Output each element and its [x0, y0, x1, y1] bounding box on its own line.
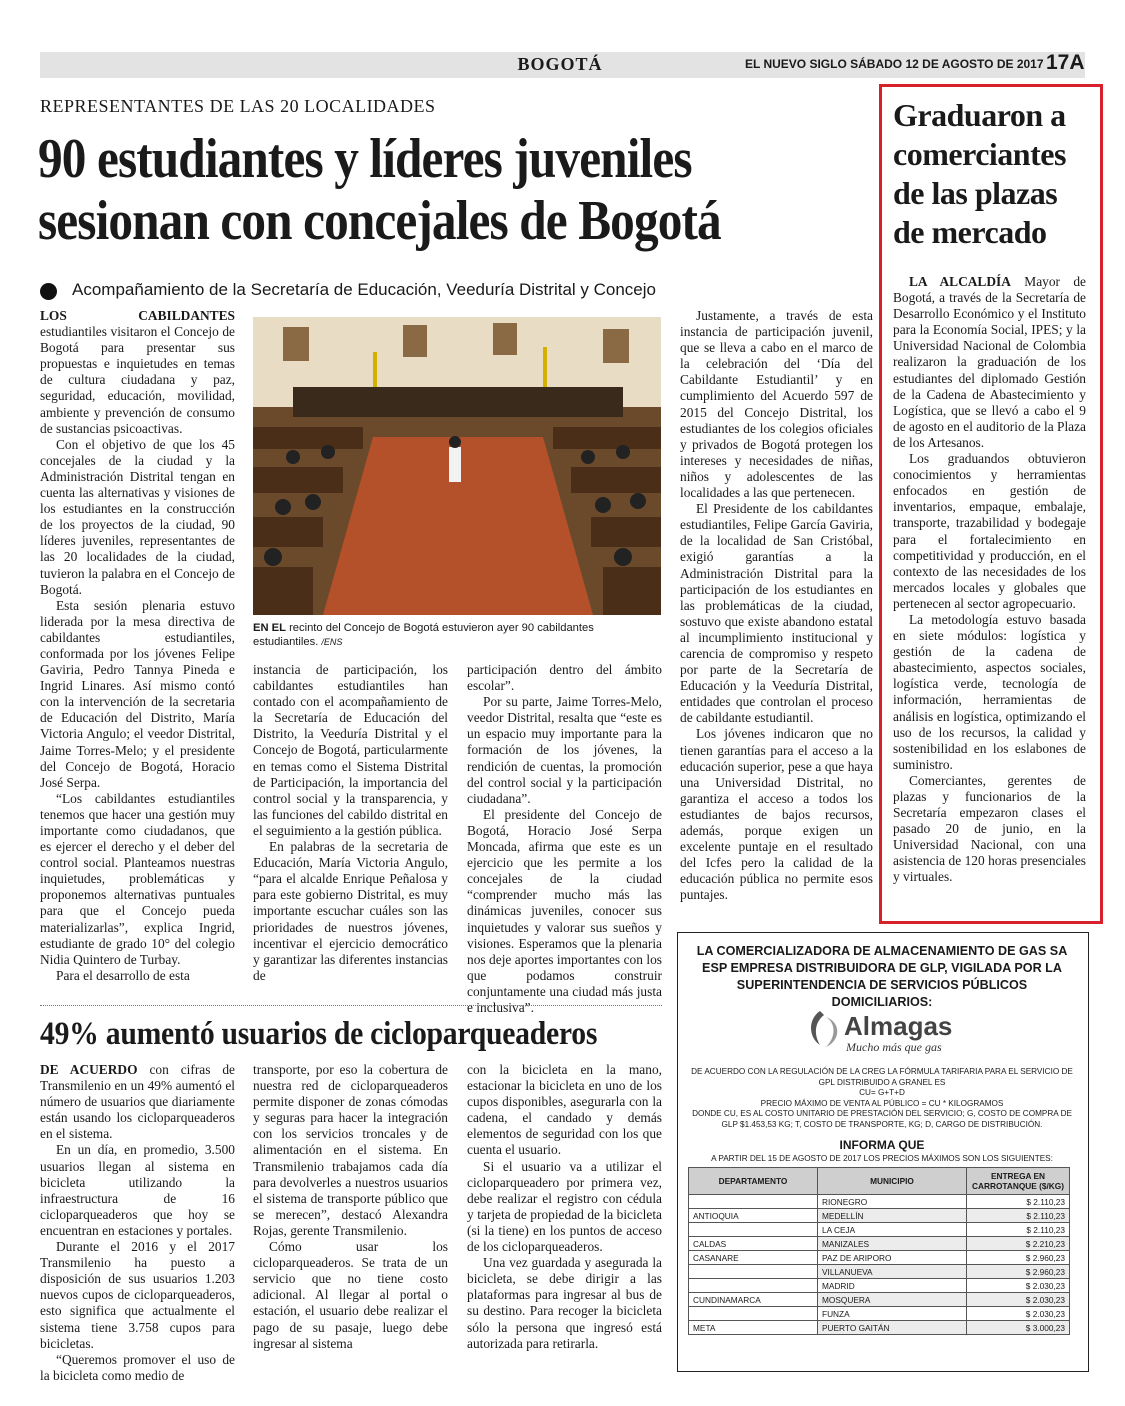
- paragraph: Los graduandos obtuvieron conocimientos y herramientas enfocados en gestión de inventarios, empaque, embalaje, transporte, trazabilidad y bodegaje para el fortalecimiento en competitividad y producción, en el contexto de las necesidades de los mercados locales y globales que pertenecen al sector agropecuario.: [893, 451, 1086, 611]
- price-cell: $ 3.000,23: [967, 1321, 1070, 1335]
- department-cell: [689, 1307, 818, 1321]
- main-column-4: [680, 308, 873, 903]
- column-header: MUNICIPIO: [818, 1168, 967, 1195]
- lead-word: LA ALCALDÍA: [909, 274, 1011, 289]
- price-cell: $ 2.110,23: [967, 1209, 1070, 1223]
- column-header: DEPARTAMENTO: [689, 1168, 818, 1195]
- paragraph: El Presidente de los cabildantes estudiantiles, Felipe García Gaviria, de la localidad de San Cristóbal, exigió garantías a la Administración Distrital para la participación de los estudiantes en las problemáticas de la ciudad, sostuvo que existe abandono estatal al incumplimiento institucional y carencia de compromiso y respeto por parte de la Secretaría de Educación y la Veeduría Distrital, entidades que controlan el proceso de cabildante estudiantil.: [680, 501, 873, 726]
- paragraph: Esta sesión plenaria estuvo liderada por la mesa directiva de cabildantes estudiantiles, conformada por los jóvenes Felipe Gaviria, Pedro Tannya Pineda e Ingrid Linares. Así mismo contó con la intervención de la secretaria de Educación del Distrito, María Victoria Angulo; el veedor Distrital, Jaime Torres-Melo; y el presidente del Concejo de Bogotá, Horacio José Serpa.: [40, 597, 235, 790]
- municipality-cell: MEDELLÍN: [818, 1209, 967, 1223]
- headline-line-1: 90 estudiantes y líderes juveniles: [38, 128, 692, 190]
- paragraph: “Los cabildantes estudiantiles tenemos que hacer una gestión muy importante como ciudadanos, que es ejercer el derecho y el deber del control social. Planteamos nuestras inquietudes, problemáticas y proponemos alternativas puntuales para que el Concejo pueda materializarlas”, explica Ingrid, estudiante de grado 10° del colegio Nidia Quintero de Turbay.: [40, 790, 235, 967]
- ad-informa: INFORMA QUE: [839, 1138, 925, 1152]
- caption-lead: EN EL: [253, 622, 286, 634]
- paragraph: Una vez guardada y asegurada la bicicleta, se debe dirigir a las plataformas para ingresar al bus de su destino. Para recoger la bicicleta sólo la persona que ingresó está autorizada para retirarla.: [467, 1255, 662, 1351]
- paragraph: instancia de participación, los cabildantes estudiantiles han contado con el acompañamiento de la Secretaría de Educación del Distrito, la Veeduría Distrital y el Concejo de Bogotá, particularmente en temas como el Sistema Distrital de Participación, la importancia del control social y la transparencia, y las funciones del cabildo distrital en el seguimiento a la gestión pública.: [253, 662, 448, 838]
- lead-word: LOS CABILDANTES: [40, 308, 235, 323]
- paragraph: “Queremos promover el uso de la bicicleta como medio de: [40, 1351, 235, 1383]
- department-cell: ANTIOQUIA: [689, 1209, 818, 1223]
- department-cell: CASANARE: [689, 1251, 818, 1265]
- paragraph: En un día, en promedio, 3.500 usuarios llegan al sistema en bicicleta utilizando la infraestructura de 16 cicloparqueaderos que hoy se encuentran en estaciones y portales.: [40, 1142, 235, 1238]
- price-cell: $ 2.210,23: [967, 1237, 1070, 1251]
- price-cell: $ 2.110,23: [967, 1223, 1070, 1237]
- paragraph: Durante el 2016 y el 2017 Transmilenio ha puesto a disposición de sus usuarios 1.203 nuevos cupos de cicloparqueaderos, esto significa que actualmente el sistema tiene 3.758 cupos para bicicletas.: [40, 1239, 235, 1351]
- price-cell: $ 2.030,23: [967, 1279, 1070, 1293]
- paper-date: EL NUEVO SIGLO SÁBADO 12 DE AGOSTO DE 2017: [745, 57, 1044, 71]
- kicker: REPRESENTANTES DE LAS 20 LOCALIDADES: [40, 96, 436, 116]
- paragraph: En palabras de la secretaria de Educación, María Victoria Angulo, “para el alcalde Enrique Peñalosa y para este gobierno Distrital, es muy importante escuchar cuáles son las prioridades de nuestros jóvenes, incentivar el ejercicio democrático y garantizar las diferentes instancias de: [253, 839, 448, 983]
- table-row: [689, 1307, 1070, 1321]
- main-column-1: [40, 308, 235, 984]
- municipality-cell: MANIZALES: [818, 1237, 967, 1251]
- cycle-column-2: [253, 1062, 448, 1352]
- paragraph: Para el desarrollo de esta: [56, 967, 190, 983]
- main-column-3: [467, 662, 662, 1016]
- department-cell: [689, 1279, 818, 1293]
- ad-date-note: A PARTIR DEL 15 DE AGOSTO DE 2017 LOS PRECIOS MÁXIMOS SON LOS SIGUIENTES:: [711, 1154, 1053, 1163]
- municipality-cell: RIONEGRO: [818, 1195, 967, 1209]
- municipality-cell: MOSQUERA: [818, 1293, 967, 1307]
- table-row: [689, 1321, 1070, 1335]
- ad-regulation: DE ACUERDO CON LA REGULACIÓN DE LA CREG LA FÓRMULA TARIFARIA PARA EL SERVICIO DE GPL DISTRIBUIDO A GRANEL ES CU= G+T+D PRECIO MÁXIMO DE VENTA AL PÚBLICO = CU * KILOGRAMOS DONDE CU, ES AL COSTO UNITARIO DE PRESTACIÓN DEL SERVICIO; G, COSTO DE COMPRA DE GLP $1.453,53 KG; T, COSTO DE TRANSPORTE, KG; D, CARGO DE DISTRIBUCIÓN.: [691, 1067, 1073, 1129]
- paragraph: LA ALCALDÍA Mayor de Bogotá, a través de la Secretaría de Desarrollo Económico y el Instituto para la Economía Social, IPES; y la Universidad Nacional de Colombia realizaron la graduación de los estudiantes del diplomado Gestión de la Cadena de Abastecimiento y Logística, que se llevó a cabo el 9 de agosto en el auditorio de la Plaza de los Artesanos.: [893, 274, 1086, 450]
- paragraph: Si el usuario va a utilizar el cicloparqueadero por primera vez, debe realizar el registro con cédula y tarjeta de propiedad de la bicicleta (si la tiene) en los puntos de acceso de los cicloparqueaderos.: [467, 1158, 662, 1255]
- page-number: 17A: [1046, 51, 1085, 74]
- table-row: [689, 1279, 1070, 1293]
- price-cell: $ 2.030,23: [967, 1293, 1070, 1307]
- municipality-cell: MADRID: [818, 1279, 967, 1293]
- paragraph: Con el objetivo de que los 45 concejales de la ciudad y la Administración Distrital tengan en cuenta las alternativas y visiones de los estudiantes en la construcción de los proyectos de la ciudad, 90 líderes juveniles, representantes de las 20 localidades de la ciudad, tuvieron la palabra en el Concejo de Bogotá.: [40, 436, 235, 597]
- table-row: [689, 1251, 1070, 1265]
- municipality-cell: PUERTO GAITÁN: [818, 1321, 967, 1335]
- table-row: [689, 1223, 1070, 1237]
- municipality-cell: PAZ DE ARIPORO: [818, 1251, 967, 1265]
- table-row: [689, 1293, 1070, 1307]
- department-cell: [689, 1195, 818, 1209]
- paragraph: La metodología estuvo basada en siete módulos: logística y gestión de la cadena de abastecimiento, aspectos sociales, logística verde, tecnología de información, herramientas de análisis en logística, optimizando el uso de los recursos, la calidad y sostenibilidad en los eslabones de suministro.: [893, 611, 1086, 772]
- table-row: [689, 1237, 1070, 1251]
- photo-caption: [253, 621, 661, 649]
- sidebar-body: [893, 274, 1086, 886]
- sidebar-headline: Graduaron a comerciantes de las plazas de mercado: [893, 97, 1066, 250]
- bullet-icon: [40, 283, 57, 300]
- paragraph: Los jóvenes indicaron que no tienen garantías para el acceso a la educación superior, pese a que haya una Universidad Distrital, no garantiza el acceso a todos los estudiantes de bajos recursos, además, porque exigen un excelente puntaje en el resultado del Icfes pero la calidad de la educación pública no permite esos puntajes.: [680, 726, 873, 903]
- table-row: [689, 1265, 1070, 1279]
- paragraph: participación dentro del ámbito escolar”.: [467, 662, 662, 694]
- price-cell: $ 2.110,23: [967, 1195, 1070, 1209]
- section-name: BOGOTÁ: [517, 54, 603, 74]
- caption-text: recinto del Concejo de Bogotá estuvieron ayer 90 cabildantes estudiantiles.: [253, 622, 594, 648]
- paragraph: transporte, por eso la cobertura de nuestra red de cicloparqueaderos permite disponer de zonas cómodas y seguras para hacer la integración con los servicios troncales y de alimentación en el sistema. En Transmilenio trabajamos cada día para devolverles a nuestros usuarios el sistema de transporte público que se merecen”, destacó Alexandra Rojas, gerente Transmilenio.: [253, 1062, 448, 1238]
- column-header: ENTREGA EN CARROTANQUE ($/KG): [967, 1168, 1070, 1195]
- paragraph: Comerciantes, gerentes de plazas y funcionarios de la Secretaría empezaron clases el pasado 20 de junio, en la Universidad Nacional, con una asistencia de 120 horas presenciales y virtuales.: [893, 772, 1086, 885]
- paragraph: LOS CABILDANTES estudiantiles visitaron el Concejo de Bogotá para presentar sus propuestas e inquietudes en temas de cultura ciudadana y paz, seguridad, educación, movilidad, ambiente y prevención de consumo de sustancias psicoactivas.: [40, 308, 235, 436]
- logo-tagline: Mucho más que gas: [846, 1040, 942, 1054]
- main-headline: [38, 128, 760, 252]
- table-row: [689, 1195, 1070, 1209]
- ad-title: LA COMERCIALIZADORA DE ALMACENAMIENTO DE GAS SA ESP EMPRESA DISTRIBUIDORA DE GLP, VIGILADA POR LA SUPERINTENDENCIA DE SERVICIOS PÚBLICOS DOMICILIARIOS:: [696, 944, 1068, 1009]
- price-cell: $ 2.030,23: [967, 1307, 1070, 1321]
- story-divider: [40, 1005, 662, 1006]
- price-cell: $ 2.960,23: [967, 1265, 1070, 1279]
- subhead: Acompañamiento de la Secretaría de Educación, Veeduría Distrital y Concejo: [72, 280, 656, 299]
- paragraph: Cómo usar los cicloparqueaderos. Se trata de un servicio que no tiene costo adicional. Al llegar al portal o estación, el usuario debe realizar el pago de su pasaje, luego debe ingresar al sistema: [253, 1239, 448, 1351]
- paragraph: El presidente del Concejo de Bogotá, Horacio José Serpa Moncada, afirma que este es un ejercicio que les permite a los concejales de la ciudad “comprender mucho más las dinámicas juveniles, conocer sus inquietudes y valorar sus sueños y visiones. Esperamos que la plenaria nos deje aportes importantes con los que podamos construir conjuntamente una ciudad más justa e inclusiva”.: [467, 806, 662, 1015]
- municipality-cell: LA CEJA: [818, 1223, 967, 1237]
- municipality-cell: VILLANUEVA: [818, 1265, 967, 1279]
- table-header-row: [689, 1168, 1070, 1195]
- department-cell: META: [689, 1321, 818, 1335]
- photo-credit: /ENS: [321, 637, 343, 647]
- paragraph: Por su parte, Jaime Torres-Melo, veedor Distrital, resalta que “este es un espacio muy importante para la formación de los jóvenes, la rendición de cuentas, la promoción del control social y la participación ciudadana”.: [467, 694, 662, 806]
- price-cell: $ 2.960,23: [967, 1251, 1070, 1265]
- department-cell: [689, 1223, 818, 1237]
- logo-name: Almagas: [844, 1011, 953, 1041]
- paragraph: con la bicicleta en la mano, estacionar la bicicleta en uno de los cupos disponibles, asegurarla con la cadena, el candado y demás elementos de seguridad con los que cuenta el usuario.: [467, 1062, 662, 1158]
- department-cell: [689, 1265, 818, 1279]
- cycle-column-1: [40, 1062, 235, 1384]
- paragraph: Justamente, a través de esta instancia de participación juvenil, que se lleva a cabo en el marco de la celebración del ‘Día del Cabildante Estudiantil’ y en cumplimiento del Acuerdo 597 de 2015 del Concejo Distrital, los estudiantes de los colegios oficiales y privados de Bogotá protegen los intereses y necesidades de niñas, niños y adolescentes de las localidades a las que pertenecen.: [680, 308, 873, 501]
- paragraph: DE ACUERDO con cifras de Transmilenio en un 49% aumentó el número de usuarios que diariamente están usando los cicloparqueaderos en el sistema.: [40, 1062, 235, 1142]
- price-table: [688, 1167, 1070, 1335]
- almagas-logo: [806, 1005, 976, 1057]
- table-row: [689, 1209, 1070, 1223]
- cycle-column-3: [467, 1062, 662, 1352]
- cycle-headline: 49% aumentó usuarios de cicloparqueaderos: [40, 1016, 598, 1052]
- municipality-cell: FUNZA: [818, 1307, 967, 1321]
- department-cell: CUNDINAMARCA: [689, 1293, 818, 1307]
- department-cell: CALDAS: [689, 1237, 818, 1251]
- headline-line-2: sesionan con concejales de Bogotá: [38, 190, 721, 252]
- council-photo: [253, 317, 661, 615]
- lead-word: DE ACUERDO: [40, 1062, 138, 1077]
- main-column-2: [253, 662, 448, 984]
